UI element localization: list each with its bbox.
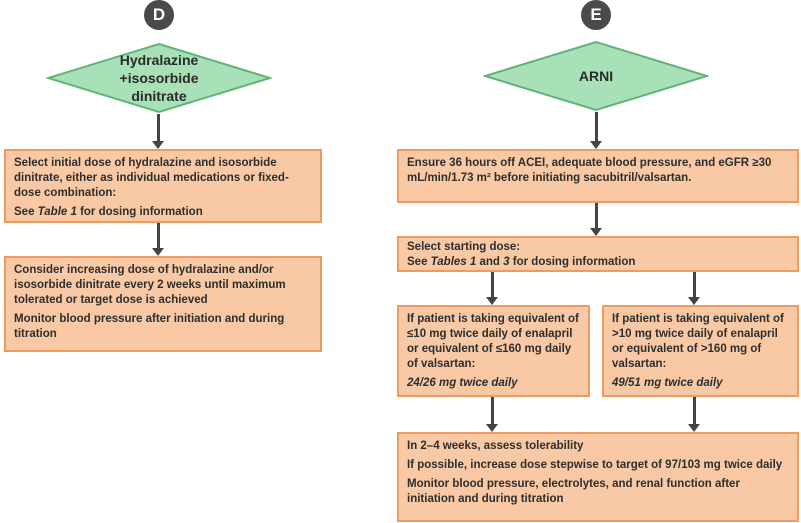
decision-diamond-hydralazine [46,42,272,114]
dose-recommendation: 49/51 mg twice daily [612,377,723,389]
step-text: If patient is taking equivalent of >10 mg twice daily of enalapril or equivalent of >160 mg of valsartan: [612,313,784,370]
diamond-label-line: +isosorbide [119,70,199,86]
table-reference: 3 [503,256,510,268]
table-reference: Tables [430,256,467,268]
step-text: Monitor blood pressure after initiation and during titration [14,313,285,340]
dose-option-low-box [397,305,590,397]
table-reference: Table 1 [37,206,77,218]
decision-diamond-arni [483,40,709,112]
connector-line [693,272,696,299]
connector-line [595,112,598,143]
see-text-rest: for dosing information [80,206,203,218]
connector-line [157,223,160,250]
step-text: In 2–4 weeks, assess tolerability [407,440,584,452]
connector-line [595,203,598,230]
diamond-label-line: Hydralazine [119,52,199,68]
see-text: and [479,256,500,268]
connector-line [157,114,160,143]
step-text: Monitor blood pressure, electrolytes, and renal function after initiation and during titration [407,478,740,505]
badge-d: D [144,0,174,30]
see-text: See [14,206,35,218]
diamond-label-line: dinitrate [131,88,187,104]
connector-arrowhead [688,424,700,432]
connector-arrowhead [590,228,602,236]
connector-arrowhead [152,248,164,256]
connector-arrowhead [486,424,498,432]
step-prerequisites-box [397,149,799,203]
step-text [407,255,789,270]
diamond-label [120,51,199,105]
step-text: Ensure 36 hours off ACEI, adequate blood pressure, and eGFR ≥30 mL/min/1.73 m² before initiating sacubitril/valsartan. [407,157,772,184]
step-text: Consider increasing dose of hydralazine and/or isosorbide dinitrate every 2 weeks until maximum tolerated or target dose is achieved [14,264,286,306]
step-followup-box [397,432,799,522]
step-text [14,205,312,220]
step-text: If possible, increase dose stepwise to target of 97/103 mg twice daily [407,459,783,471]
connector-arrowhead [152,141,164,149]
connector-line [491,397,494,426]
diamond-label [579,67,613,85]
step-text: If patient is taking equivalent of ≤10 mg twice daily of enalapril or equivalent of ≤160 mg daily of valsartan: [407,313,579,370]
connector-line [491,272,494,299]
table-reference: 1 [469,256,477,268]
see-text-rest: for dosing information [512,256,636,268]
connector-arrowhead [590,141,602,149]
see-text: See [407,256,428,268]
connector-arrowhead [688,297,700,305]
dose-recommendation: 24/26 mg twice daily [407,377,518,389]
step-text: Select starting dose: [407,241,521,253]
dose-option-high-box [602,305,799,397]
badge-e: E [581,0,611,30]
diamond-label-line: ARNI [578,68,614,84]
connector-line [693,397,696,426]
step-titration-box [4,256,322,352]
connector-arrowhead [486,297,498,305]
step-starting-dose-box [397,236,799,272]
step-text: Select initial dose of hydralazine and isosorbide dinitrate, either as individual medications or fixed-dose combination: [14,157,289,199]
step-initial-dose-box [4,149,322,223]
